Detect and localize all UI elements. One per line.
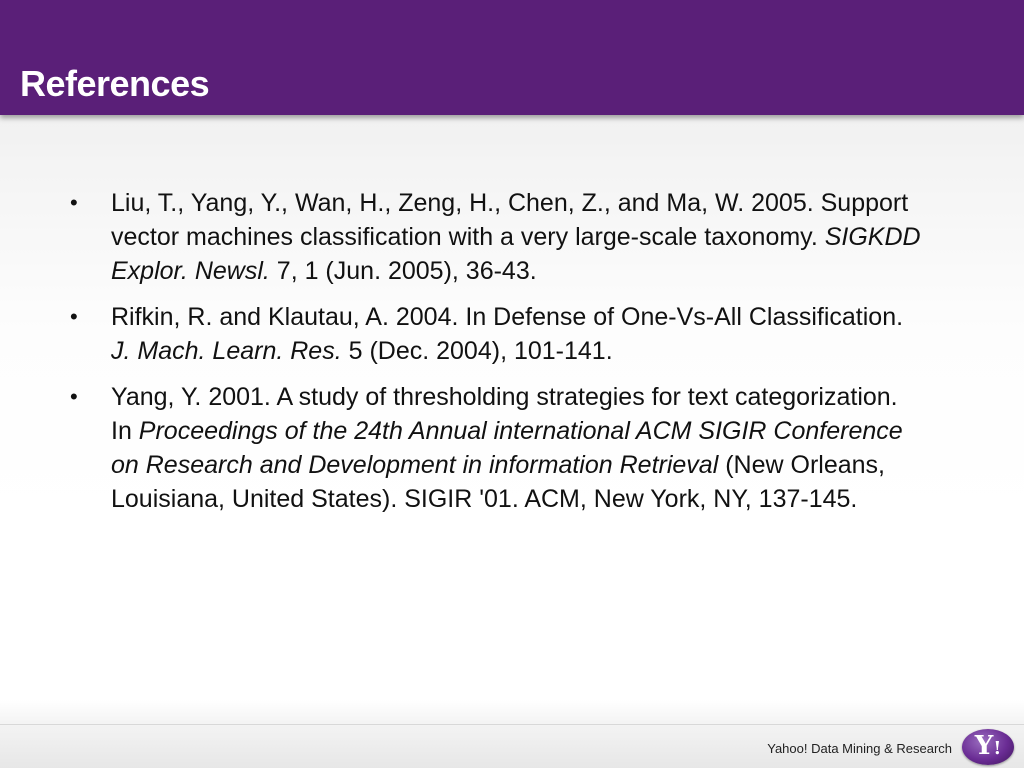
reference-item [64,380,924,516]
logo-letter: Y! [974,731,1002,761]
reference-item [64,300,924,368]
yahoo-logo-icon [962,729,1014,765]
bullet-icon: • [70,304,78,329]
slide-title: References [20,63,210,104]
reference-text: Rifkin, R. and Klautau, A. 2004. In Defense of One-Vs-All Classification. [111,303,904,331]
reference-item [64,186,924,288]
reference-text: Liu, T., Yang, Y., Wan, H., Zeng, H., Chen, Z., and Ma, W. 2005. Support vector machines classification with a very large-scale taxonomy. [111,189,909,251]
bullet-icon: • [70,384,78,409]
reference-text: Yang, Y. 2001. A study of thresholding strategies for text categorization. In [111,383,898,445]
footer-label: Yahoo! Data Mining & Research [767,741,952,756]
reference-details: 7, 1 (Jun. 2005), 36-43. [269,257,537,285]
reference-details: 5 (Dec. 2004), 101-141. [341,337,613,365]
bullet-icon: • [70,190,78,215]
reference-details: (New Orleans, Louisiana, United States). SIGIR '01. ACM, New York, NY, 137-145. [111,451,885,513]
reference-list [64,186,924,528]
reference-venue: J. Mach. Learn. Res. [111,337,342,365]
reference-venue: SIGKDD Explor. Newsl. [111,223,921,285]
slide-header [0,0,1024,115]
reference-venue: Proceedings of the 24th Annual international ACM SIGIR Conference on Research and Development in information Retrieval [111,417,903,479]
